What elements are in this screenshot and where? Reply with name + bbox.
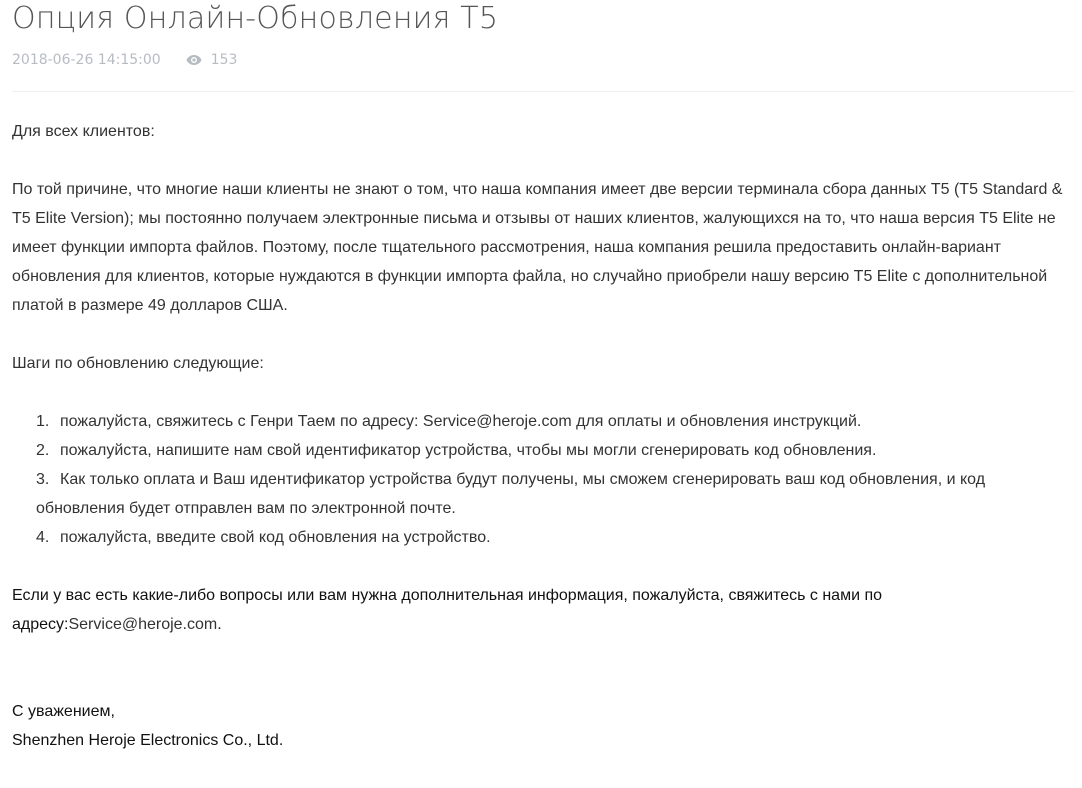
- article: [12, 0, 1074, 755]
- spacer: [12, 668, 1074, 697]
- list-item: 1. пожалуйста, свяжитесь с Генри Таем по адресу: Service@heroje.com для оплаты и обновления инструкций.: [36, 413, 862, 430]
- closing: С уважением,: [12, 703, 115, 720]
- signature: [12, 697, 1074, 755]
- contact-email: Service@heroje.com: [68, 616, 218, 633]
- list-item: 4. пожалуйста, введите свой код обновления на устройство.: [36, 529, 491, 546]
- greeting: Для всех клиентов:: [12, 123, 155, 140]
- steps-heading: Шаги по обновлению следующие:: [12, 355, 264, 372]
- page-title: Опция Онлайн-Обновления T5: [12, 1, 499, 36]
- company-name: Shenzhen Heroje Electronics Co., Ltd.: [12, 732, 284, 749]
- eye-icon: [186, 54, 202, 66]
- article-body: [12, 117, 1074, 755]
- view-count-value: 153: [210, 52, 238, 68]
- intro-paragraph: По той причине, что многие наши клиенты не знают о том, что наша компания имеет две версии терминала сбора данных T5 (T5 Standard & T5 Elite Version); мы постоянно получаем электронные письма и отзывы от наших клиентов, жалующихся на то, что наша версия T5 Elite не имеет функции импорта файлов. Поэтому, после тщательного рассмотрения, наша компания решила предоставить онлайн-вариант обновления для клиентов, которые нуждаются в функции импорта файла, но случайно приобрели нашу версию T5 Elite с дополнительной платой в размере 49 долларов США.: [12, 181, 1063, 314]
- contact-paragraph: Если у вас есть какие-либо вопросы или вам нужна дополнительная информация, пожалуйста, свяжитесь с нами по адресу:Service@heroje.com.: [12, 587, 883, 633]
- list-item: 2. пожалуйста, напишите нам свой идентификатор устройства, чтобы мы могли сгенерировать код обновления.: [36, 442, 877, 459]
- publish-date: 2018-06-26 14:15:00: [12, 52, 161, 68]
- article-meta: [12, 50, 1074, 70]
- divider: [12, 91, 1074, 92]
- view-count: [186, 52, 238, 68]
- steps-list: [12, 407, 1074, 552]
- list-item: 3. Как только оплата и Ваш идентификатор устройства будут получены, мы сможем сгенерировать ваш код обновления, и код обновления будет отправлен вам по электронной почте.: [36, 471, 986, 517]
